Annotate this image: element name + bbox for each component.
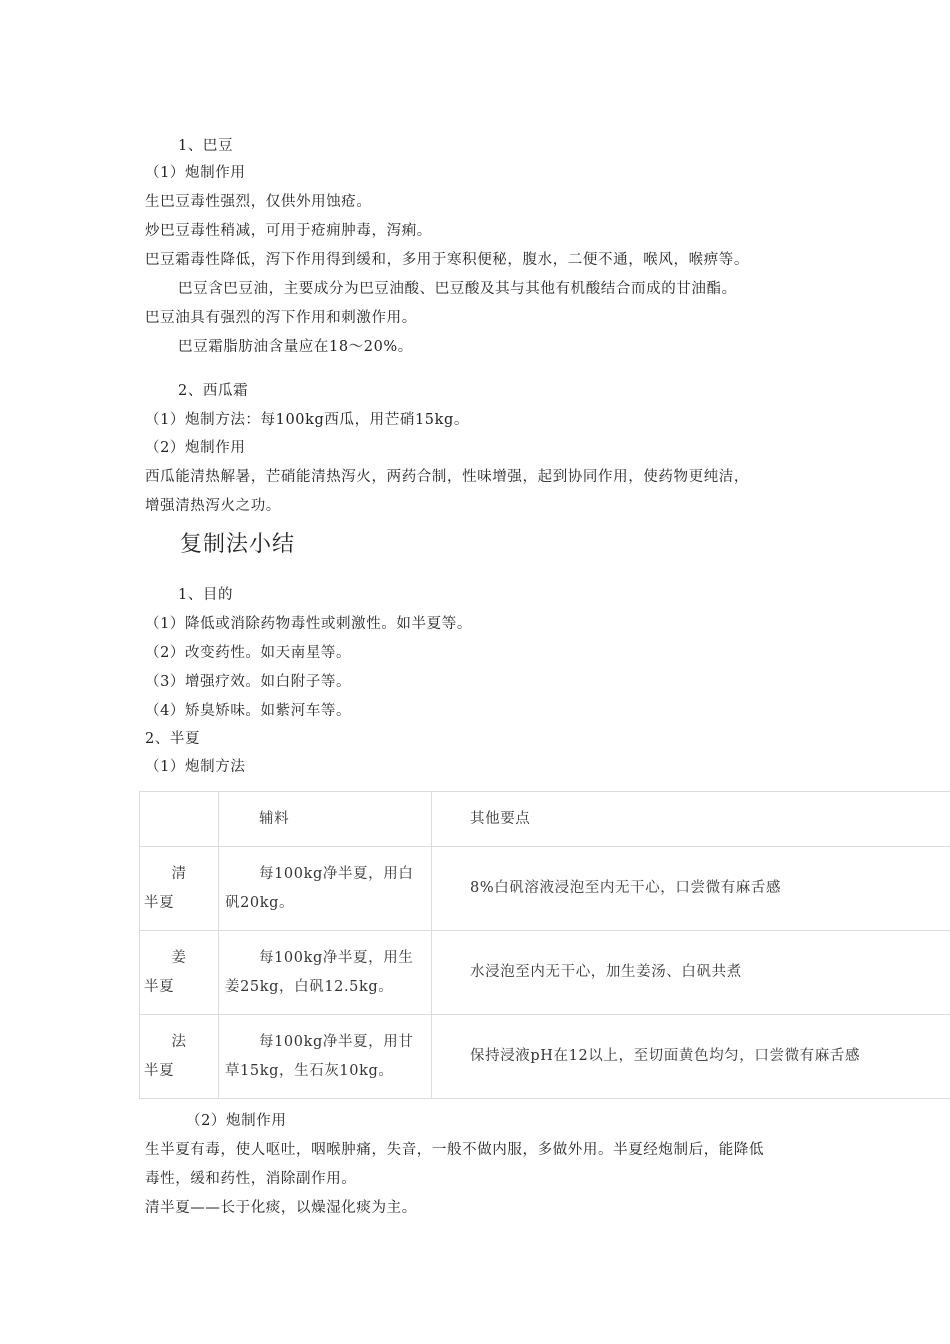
- badou-paragraph: 生巴豆毒性强烈，仅供外用蚀疮。: [145, 194, 372, 210]
- aux-line: 矾20kg。: [225, 894, 295, 911]
- badou-paragraph: 巴豆霜脂肪油含量应在18～20%。: [178, 339, 413, 355]
- table-cell-aux: [219, 847, 432, 931]
- xiguashuang-paragraph: 增强清热泻火之功。: [145, 498, 281, 514]
- banxia-title: 2、半夏: [145, 731, 201, 747]
- name-char: 清: [171, 865, 187, 882]
- table-header-cell: [219, 792, 432, 847]
- banxia-effect-heading: （2）炮制作用: [186, 1113, 287, 1129]
- xiguashuang-paragraph: 西瓜能清热解暑，芒硝能清热泻火，两药合制，性味增强，起到协同作用，使药物更纯洁，: [145, 469, 749, 485]
- purpose-item: （2）改变药性。如天南星等。: [145, 645, 352, 661]
- banxia-process-table: [139, 791, 950, 1099]
- table-row: [140, 931, 950, 1015]
- aux-line: 草15kg，生石灰10kg。: [225, 1062, 394, 1079]
- badou-paragraph: 炒巴豆毒性稍减，可用于疮痈肿毒，泻痢。: [145, 223, 432, 239]
- table-header-cell: [140, 792, 219, 847]
- xiguashuang-title: 2、西瓜霜: [178, 383, 249, 399]
- aux-line: 每100kg净半夏，用生: [259, 949, 414, 966]
- name-rest: 半夏: [144, 1062, 175, 1079]
- table-header-label: 辅料: [259, 810, 290, 827]
- purpose-item: （1）降低或消除药物毒性或刺激性。如半夏等。: [145, 616, 472, 632]
- table-row: [140, 847, 950, 931]
- badou-paragraph: 巴豆油具有强烈的泻下作用和刺激作用。: [145, 310, 417, 326]
- table-cell-name: [140, 847, 219, 931]
- name-char: 法: [171, 1033, 187, 1050]
- table-cell-aux: [219, 931, 432, 1015]
- table-header-row: [140, 792, 950, 847]
- table-cell-points: 水浸泡至内无干心，加生姜汤、白矾共煮: [432, 931, 950, 1015]
- purpose-item: （4）矫臭矫味。如紫河车等。: [145, 703, 352, 719]
- aux-line: 每100kg净半夏，用白: [259, 865, 414, 882]
- xiguashuang-method: （1）炮制方法：每100kg西瓜，用芒硝15kg。: [145, 412, 469, 428]
- aux-line: 每100kg净半夏，用甘: [259, 1033, 414, 1050]
- banxia-method-heading: （1）炮制方法: [145, 759, 246, 775]
- table-cell-points: 8%白矾溶液浸泡至内无干心，口尝微有麻舌感: [432, 847, 950, 931]
- name-char: 姜: [171, 949, 187, 966]
- badou-paragraph: 巴豆霜毒性降低，泻下作用得到缓和，多用于寒积便秘，腹水，二便不通，喉风，喉痹等。: [145, 252, 749, 268]
- table-cell-name: [140, 1015, 219, 1099]
- banxia-effect-paragraph: 毒性，缓和药性，消除副作用。: [145, 1171, 357, 1187]
- purpose-title: 1、目的: [178, 587, 234, 603]
- badou-subheading: （1）炮制作用: [145, 165, 246, 181]
- summary-heading: 复制法小结: [180, 532, 296, 557]
- table-row: [140, 1015, 950, 1099]
- banxia-effect-paragraph: 生半夏有毒，使人呕吐，咽喉肿痛，失音，一般不做内服，多做外用。半夏经炮制后，能降低: [145, 1142, 765, 1158]
- table-cell-name: [140, 931, 219, 1015]
- table-header-cell: 其他要点: [432, 792, 950, 847]
- banxia-effect-paragraph: 清半夏——长于化痰，以燥湿化痰为主。: [145, 1200, 417, 1216]
- xiguashuang-subheading: （2）炮制作用: [145, 440, 246, 456]
- name-rest: 半夏: [144, 978, 175, 995]
- purpose-item: （3）增强疗效。如白附子等。: [145, 674, 352, 690]
- table-cell-aux: [219, 1015, 432, 1099]
- badou-title: 1、巴豆: [178, 138, 234, 154]
- aux-line: 姜25kg，白矾12.5kg。: [225, 978, 394, 995]
- name-rest: 半夏: [144, 894, 175, 911]
- badou-paragraph: 巴豆含巴豆油，主要成分为巴豆油酸、巴豆酸及其与其他有机酸结合而成的甘油酯。: [178, 281, 737, 297]
- table-cell-points: 保持浸液pH在12以上，至切面黄色均匀，口尝微有麻舌感: [432, 1015, 950, 1099]
